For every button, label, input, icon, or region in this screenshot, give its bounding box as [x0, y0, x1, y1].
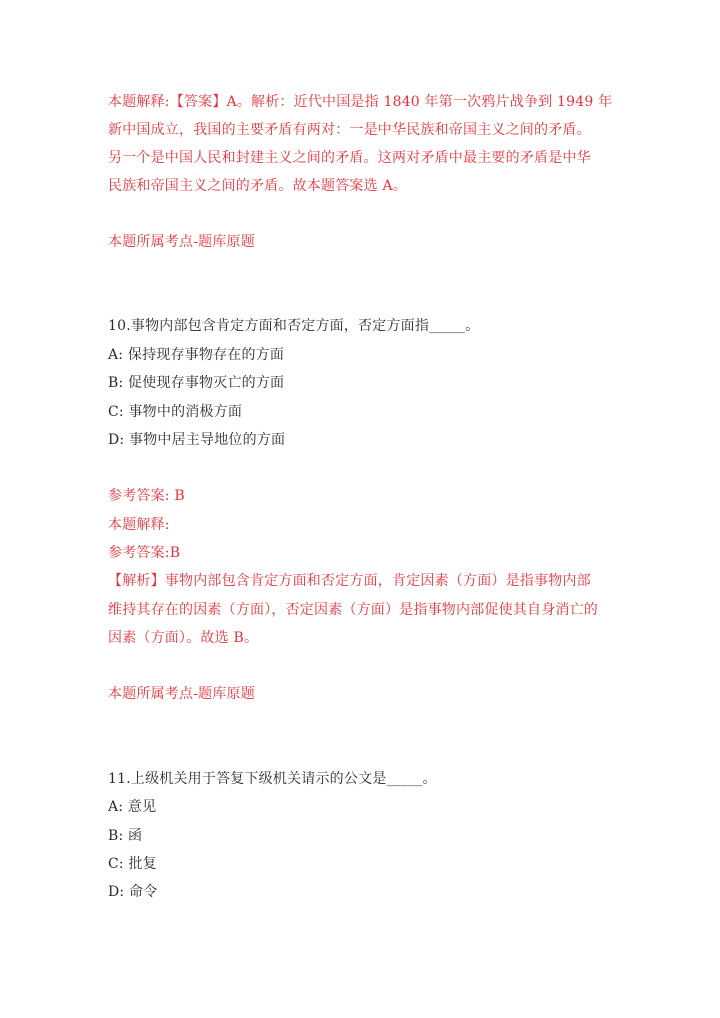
q11-option-b: B: 函 [108, 828, 143, 844]
q10-reference-answer-2: 参考答案:B [108, 545, 181, 561]
q9-explanation-line-2: 新中国成立，我国的主要矛盾有两对：一是中华民族和帝国主义之间的矛盾。 [108, 122, 591, 138]
q10-explanation-line-2: 维持其存在的因素（方面），否定因素（方面）是指事物内部促使其自身消亡的 [108, 602, 598, 618]
q10-option-a: A: 保持现存事物存在的方面 [108, 347, 285, 363]
q9-explanation-line-1: 本题解释:【答案】A。解析：近代中国是指 1840 年第一次鸦片战争到 1949 年 [108, 94, 613, 110]
q10-explanation-label: 本题解释: [108, 517, 170, 533]
q10-option-d: D: 事物中居主导地位的方面 [108, 432, 286, 448]
q10-question: 10.事物内部包含肯定方面和否定方面，否定方面指_____。 [108, 318, 480, 334]
q10-option-c: C: 事物中的消极方面 [108, 404, 243, 420]
q10-explanation-line-3: 因素（方面）。故选 B。 [108, 630, 259, 646]
q9-explanation-line-4: 民族和帝国主义之间的矛盾。故本题答案选 A。 [108, 178, 407, 194]
q10-reference-answer: 参考答案: B [108, 488, 185, 504]
q11-option-a: A: 意见 [108, 799, 157, 815]
q10-knowledge-point: 本题所属考点-题库原题 [108, 686, 255, 702]
q11-option-d: D: 命令 [108, 884, 158, 900]
q9-explanation-line-3: 另一个是中国人民和封建主义之间的矛盾。这两对矛盾中最主要的矛盾是中华 [108, 150, 591, 166]
q10-option-b: B: 促使现存事物灭亡的方面 [108, 375, 285, 391]
q10-explanation-line-1: 【解析】事物内部包含肯定方面和否定方面，肯定因素（方面）是指事物内部 [108, 573, 591, 589]
q9-knowledge-point: 本题所属考点-题库原题 [108, 234, 255, 250]
q11-question: 11.上级机关用于答复下级机关请示的公文是_____。 [108, 771, 437, 787]
q11-option-c: C: 批复 [108, 856, 157, 872]
